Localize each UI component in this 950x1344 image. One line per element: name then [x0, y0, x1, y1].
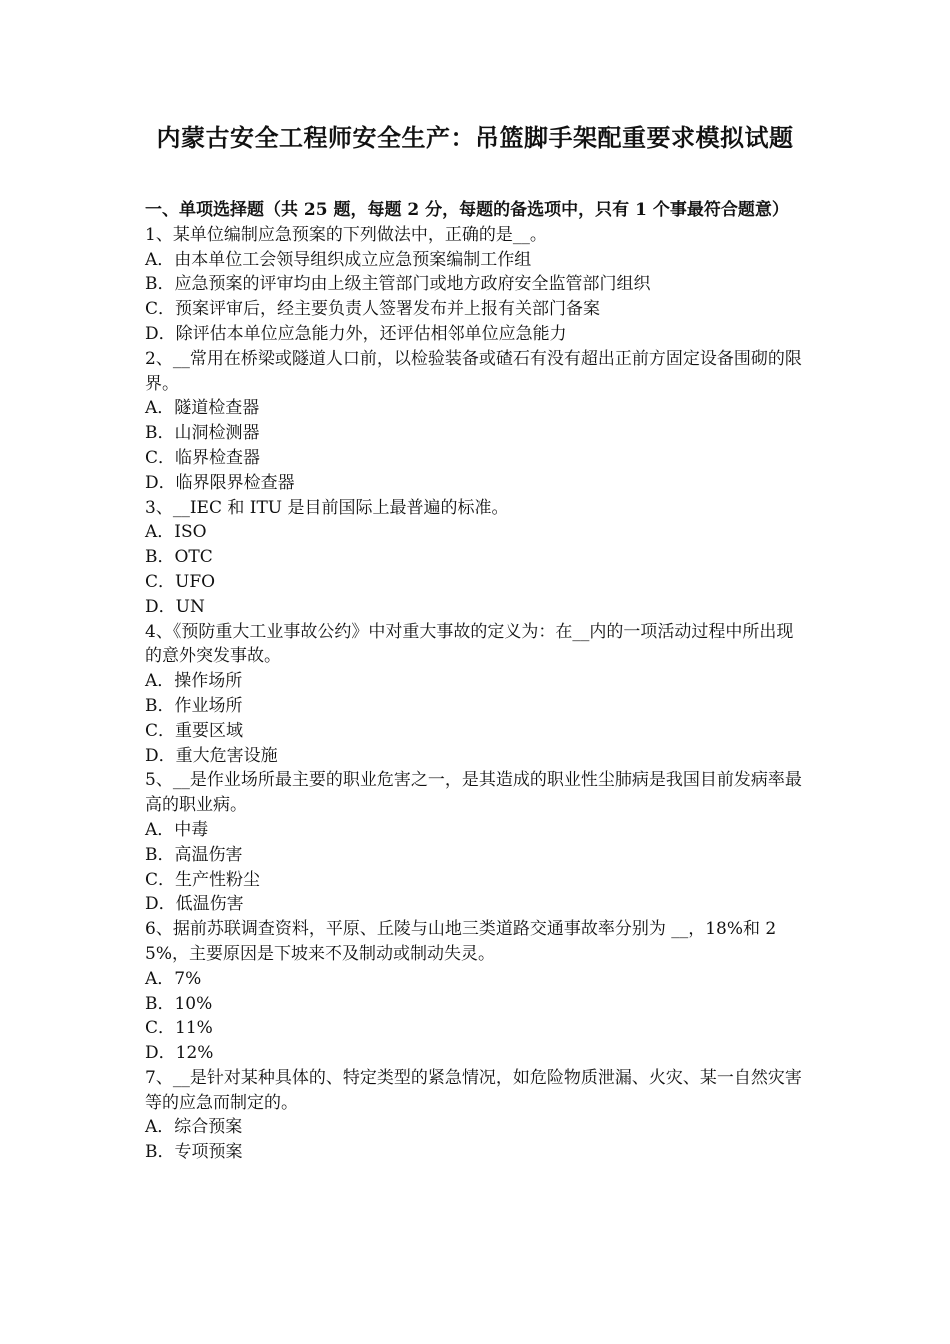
- option-d: D．12%: [145, 1043, 214, 1064]
- option-c: C．临界检查器: [145, 447, 261, 468]
- question-stem: 5、__是作业场所最主要的职业危害之一，是其造成的职业性尘肺病是我国目前发病率最高的职业病。: [145, 770, 802, 816]
- question-4: [145, 620, 810, 769]
- option-a: A．中毒: [145, 819, 209, 840]
- option-b: B．应急预案的评审均由上级主管部门或地方政府安全监管部门组织: [145, 274, 651, 295]
- option-c: C．UFO: [145, 571, 216, 592]
- question-5: [145, 768, 810, 917]
- option-d: D．重大危害设施: [145, 745, 278, 766]
- option-c: C．11%: [145, 1018, 213, 1039]
- option-a: A．7%: [145, 968, 202, 989]
- option-d: D．UN: [145, 596, 205, 617]
- option-b: B．专项预案: [145, 1142, 243, 1163]
- option-b: B．OTC: [145, 547, 213, 568]
- document-body: [145, 198, 810, 1165]
- option-c: C．预案评审后，经主要负责人签署发布并上报有关部门备案: [145, 299, 601, 320]
- section-heading: 一、单项选择题（共 25 题，每题 2 分，每题的备选项中，只有 1 个事最符合题意）: [145, 200, 789, 220]
- option-a: A．操作场所: [145, 671, 243, 692]
- option-a: A．ISO: [145, 522, 207, 543]
- question-stem: 4、《预防重大工业事故公约》中对重大事故的定义为：在__内的一项活动过程中所出现的意外突发事故。: [145, 621, 794, 667]
- question-7: [145, 1066, 810, 1165]
- question-stem: 3、__IEC 和 ITU 是目前国际上最普遍的标准。: [145, 497, 509, 518]
- question-1: [145, 223, 810, 347]
- option-c: C．重要区域: [145, 720, 244, 741]
- option-b: B．山洞检测器: [145, 423, 260, 444]
- option-b: B．10%: [145, 993, 213, 1014]
- option-a: A．由本单位工会领导组织成立应急预案编制工作组: [145, 249, 532, 270]
- option-a: A．隧道检查器: [145, 398, 260, 419]
- option-d: D．临界限界检查器: [145, 472, 295, 493]
- question-stem: 1、某单位编制应急预案的下列做法中，正确的是__。: [145, 224, 547, 245]
- option-b: B．高温伤害: [145, 844, 243, 865]
- document-title: 内蒙古安全工程师安全生产：吊篮脚手架配重要求模拟试题: [156, 123, 794, 152]
- option-d: D．低温伤害: [145, 894, 244, 915]
- question-2: [145, 347, 810, 496]
- option-d: D．除评估本单位应急能力外，还评估相邻单位应急能力: [145, 323, 567, 344]
- option-a: A．综合预案: [145, 1117, 243, 1138]
- question-3: [145, 496, 810, 620]
- question-stem: 6、据前苏联调查资料，平原、丘陵与山地三类道路交通事故率分别为 __，18%和 25%，主要原因是下坡来不及制动或制动失灵。: [145, 919, 777, 964]
- option-b: B．作业场所: [145, 695, 243, 716]
- question-6: [145, 917, 810, 1066]
- question-stem: 7、__是针对某种具体的、特定类型的紧急情况，如危险物质泄漏、火灾、某一自然灾害等的应急而制定的。: [145, 1067, 802, 1113]
- question-stem: 2、__常用在桥梁或隧道人口前，以检验装备或碴石有没有超出正前方固定设备围砌的限界。: [145, 348, 802, 394]
- option-c: C．生产性粉尘: [145, 869, 261, 890]
